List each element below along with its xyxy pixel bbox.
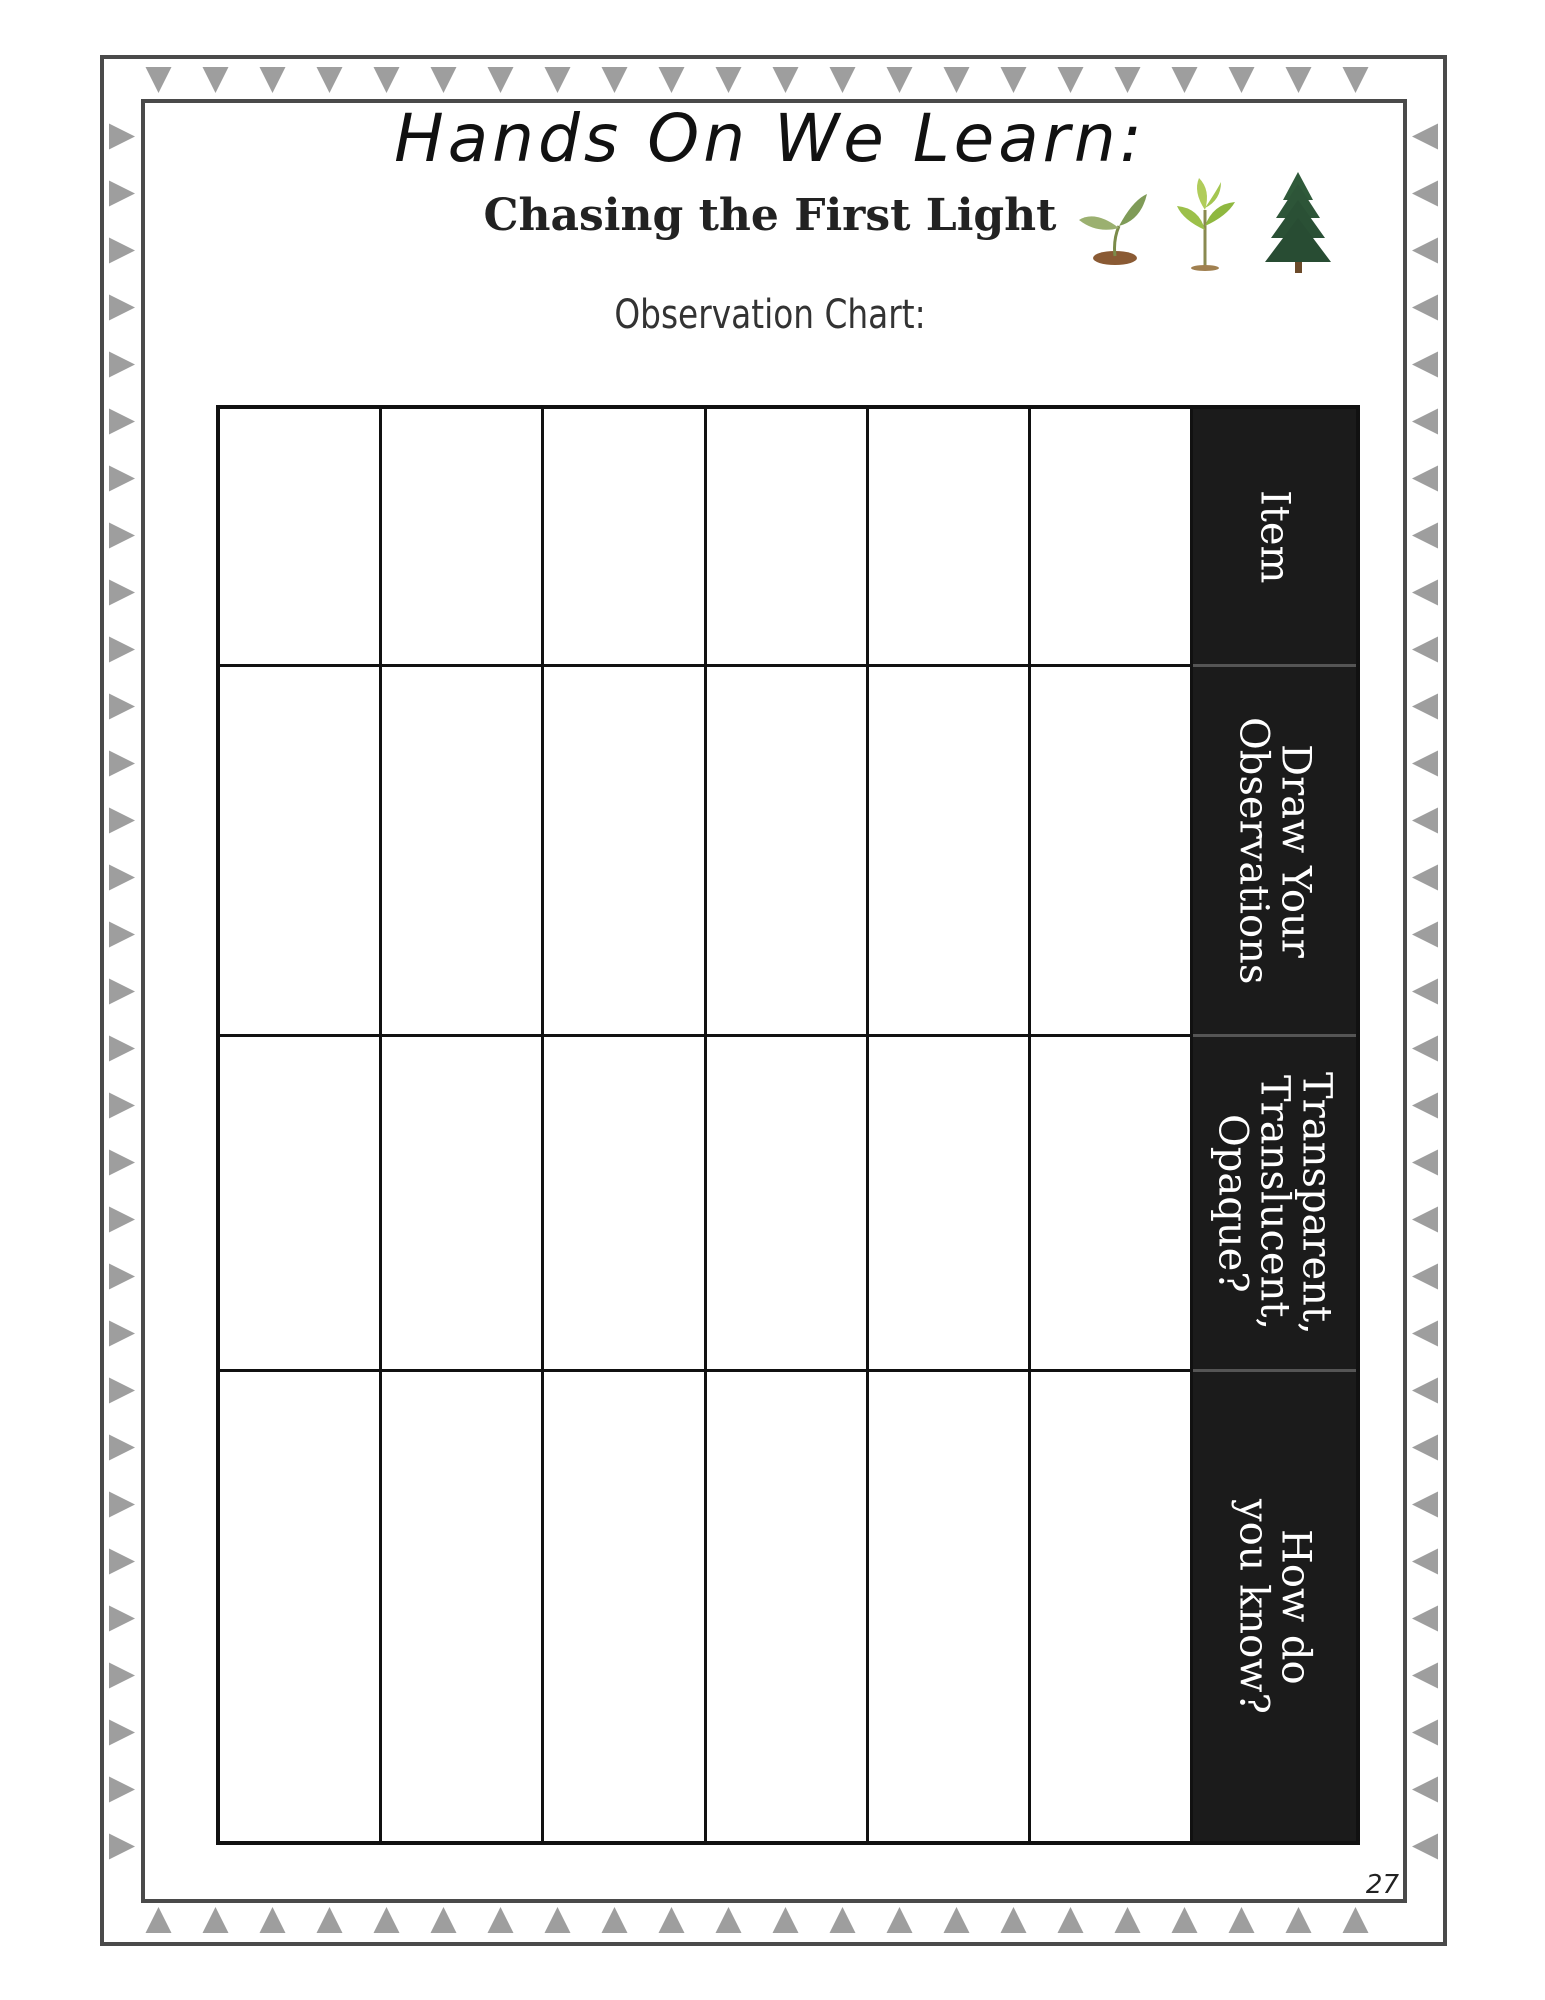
seedling-icon [1177, 178, 1235, 271]
row-header-label: How do you know? [1230, 1499, 1319, 1714]
blank-cell[interactable] [382, 1372, 544, 1841]
pine-tree-icon [1265, 172, 1331, 273]
blank-cell[interactable] [544, 1372, 706, 1841]
blank-cell[interactable] [1031, 409, 1193, 667]
page-title: Hands On We Learn: [394, 100, 1146, 177]
page-number: 27 [1365, 1870, 1399, 1900]
row-header-how-do-you-know [1193, 1372, 1356, 1841]
blank-cell[interactable] [382, 667, 544, 1037]
blank-cell[interactable] [220, 1037, 382, 1372]
blank-cell[interactable] [869, 1037, 1031, 1372]
row-header-transparency [1193, 1037, 1356, 1372]
blank-cell[interactable] [707, 1372, 869, 1841]
blank-cell[interactable] [707, 1037, 869, 1372]
blank-cell[interactable] [382, 1037, 544, 1372]
observation-chart-table [216, 405, 1360, 1845]
blank-cell[interactable] [544, 667, 706, 1037]
blank-cell[interactable] [869, 667, 1031, 1037]
row-header-label: Item [1251, 489, 1298, 584]
page-subtitle: Chasing the First Light [483, 190, 1057, 241]
row-header-label: Draw Your Observations [1230, 716, 1319, 985]
blank-cell[interactable] [544, 409, 706, 667]
sprout-icon [1079, 194, 1147, 265]
blank-cell[interactable] [707, 409, 869, 667]
row-header-draw-observations [1193, 667, 1356, 1037]
blank-cell[interactable] [220, 667, 382, 1037]
blank-cell[interactable] [220, 409, 382, 667]
blank-cell[interactable] [1031, 1037, 1193, 1372]
row-header-label: Transparent, Translucent, Opaque? [1209, 1071, 1340, 1335]
plant-illustrations [1075, 170, 1385, 275]
blank-cell[interactable] [869, 1372, 1031, 1841]
blank-cell[interactable] [1031, 1372, 1193, 1841]
chart-label: Observation Chart: [614, 292, 926, 338]
blank-cell[interactable] [869, 409, 1031, 667]
row-header-item [1193, 409, 1356, 667]
blank-cell[interactable] [220, 1372, 382, 1841]
blank-cell[interactable] [1031, 667, 1193, 1037]
blank-cell[interactable] [382, 409, 544, 667]
blank-cell[interactable] [544, 1037, 706, 1372]
blank-cell[interactable] [707, 667, 869, 1037]
